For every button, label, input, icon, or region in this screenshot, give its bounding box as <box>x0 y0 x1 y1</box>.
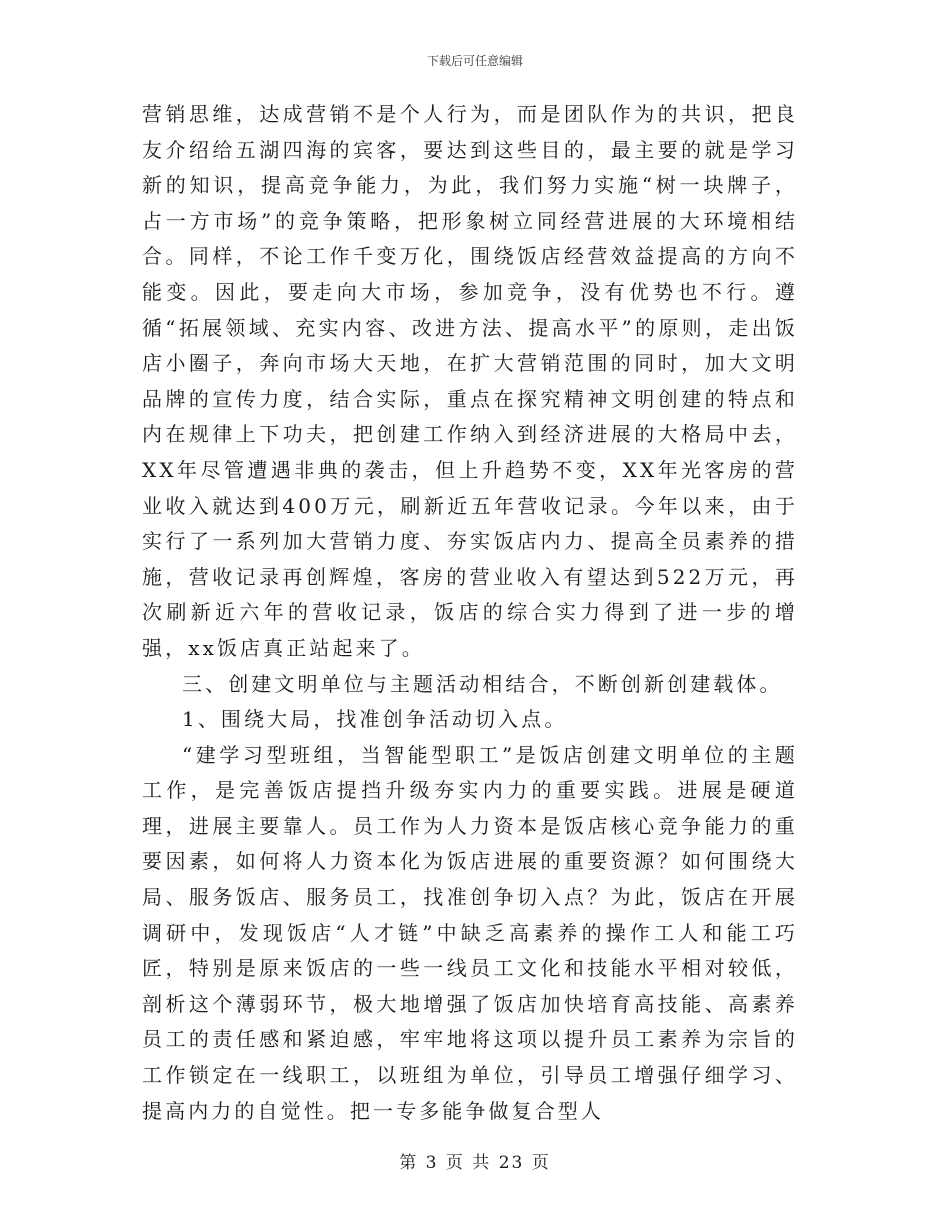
footer-label-gong: 共 <box>472 1153 492 1173</box>
section-heading: 三、创建文明单位与主题活动相结合，不断创新创建载体。 <box>182 671 783 696</box>
subsection-heading: 1、围绕大局，找准创争活动切入点。 <box>182 707 568 732</box>
current-page-number: 3 <box>425 1153 439 1173</box>
footer-label-ye-end: 页 <box>531 1153 551 1173</box>
document-body <box>142 97 798 1129</box>
paragraph-body: “建学习型班组，当智能型职工”是饭店创建文明单位的主题工作，是完善饭店提挡升级夯实内力的重要实践。进展是硬道理，进展主要靠人。员工作为人力资本是饭店核心竞争能力的重要因素，如何将人力资本化为饭店进展的重要资源？如何围绕大局、服务饭店、服务员工，找准创争切入点？为此，饭店在开展调研中，发现饭店“人才链”中缺乏高素养的操作工人和能工巧匠，特别是原来饭店的一些一线员工文化和技能水平相对较低，剖析这个薄弱环节，极大地增强了饭店加快培育高技能、高素养员工的责任感和紧迫感，牢牢地将这项以提升员工素养为宗旨的工作锁定在一线职工，以班组为单位，引导员工增强仔细学习、提高内力的自觉性。把一专多能争做复合型人 <box>142 742 798 1123</box>
header-note: 下载后可任意编辑 <box>426 54 523 68</box>
page-footer <box>0 1152 950 1174</box>
total-pages-number: 23 <box>498 1153 525 1173</box>
footer-label-di: 第 <box>399 1153 419 1173</box>
footer-label-ye: 页 <box>445 1153 465 1173</box>
page-header <box>0 53 950 69</box>
paragraph-continuation: 营销思维，达成营销不是个人行为，而是团队作为的共识，把良友介绍给五湖四海的宾客，要达到这些目的，最主要的就是学习新的知识，提高竞争能力，为此，我们努力实施“树一块牌子，占一方市场”的竞争策略，把形象树立同经营进展的大环境相结合。同样，不论工作千变万化，围绕饭店经营效益提高的方向不能变。因此，要走向大市场，参加竞争，没有优势也不行。遵循“拓展领域、充实内容、改进方法、提高水平”的原则，走出饭店小圈子，奔向市场大天地，在扩大营销范围的同时，加大文明品牌的宣传力度，结合实际，重点在探究精神文明创建的特点和内在规律上下功夫，把创建工作纳入到经济进展的大格局中去，XX年尽管遭遇非典的袭击，但上升趋势不变，XX年光客房的营业收入就达到400万元，刷新近五年营收记录。今年以来，由于实行了一系列加大营销力度、夯实饭店内力、提高全员素养的措施，营收记录再创辉煌，客房的营业收入有望达到522万元，再次刷新近六年的营收记录，饭店的综合实力得到了进一步的增强，xx饭店真正站起来了。 <box>142 102 798 660</box>
